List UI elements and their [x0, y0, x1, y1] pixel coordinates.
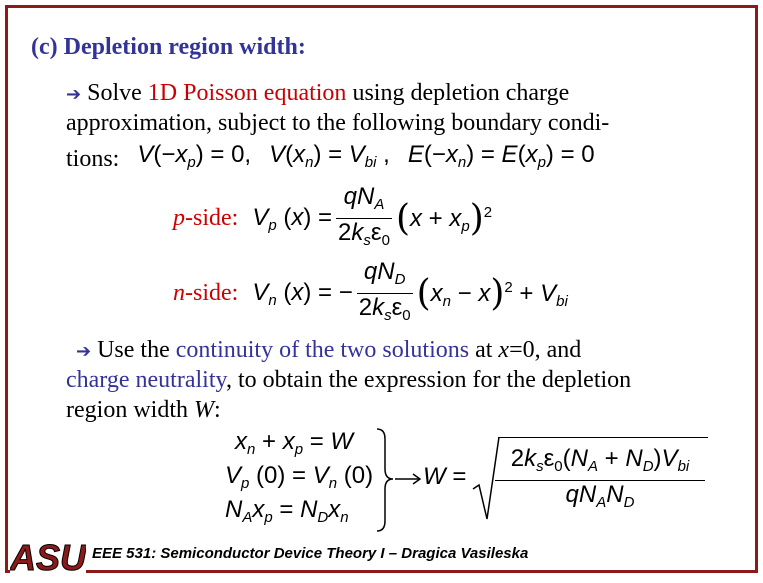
depletion-width-derivation — [225, 425, 705, 535]
n-side-label: n-side: — [173, 280, 239, 306]
bullet-2-line-3: region width W: — [66, 397, 221, 423]
svg-text:ASU: ASU — [10, 537, 86, 577]
n-side-fraction: $\frac{qN_D}{2k_s\varepsilon_0}$ — [358, 258, 411, 324]
equation-system: $x_n + x_p = W$ $V_p$ $(0) = V_n$ (0) $N_Ax_p = N_Dx_n$ — [225, 428, 374, 526]
w-fraction: $2k_s\varepsilon_0(N_A + N_D)V_{bi}$ $qN_AN_D$ — [495, 445, 705, 516]
footer-text: EEE 531: Semiconductor Device Theory I – Dragica Vasileska — [92, 545, 529, 562]
bullet-2: ➔ Use the continuity of the two solutions at x=0, and — [76, 335, 581, 367]
boundary-condition-1: $V(-x_p) = 0$, — [137, 141, 252, 171]
p-side-fraction: $\frac{qN_A}{2k_s\varepsilon_0}$ — [338, 183, 390, 249]
p-side-equation: p-side: $V_p$ (x) = $\frac{qN_A}{2k_s\varepsilon_0}$ $(x + x_p)^2$ — [173, 183, 492, 254]
asu-logo-icon — [10, 537, 86, 577]
boundary-condition-2: $V(x_n) = V_{bi}$ , — [269, 141, 390, 171]
arrow-bullet-icon: ➔ — [76, 341, 92, 362]
neutrality-highlight: charge neutrality — [66, 367, 226, 393]
poisson-highlight: 1D Poisson equation — [147, 80, 347, 106]
bullet-1-line-3: tions: $V(-x_p) = 0$, $V(x_n) = V_{bi}$ , $E(-x_n) = E(x_p) = 0$ — [66, 140, 595, 178]
n-side-equation: n-side: $V_n$ (x) = − $\frac{qN_D}{2k_s\varepsilon_0}$ $(x_n - x)^2 + V_{bi}$ — [173, 258, 568, 329]
arrow-bullet-icon: ➔ — [66, 84, 82, 105]
slide-title: (c) Depletion region width: — [31, 34, 306, 60]
bullet-1-line-2: approximation, subject to the following boundary condi- — [66, 110, 610, 136]
boundary-condition-3: $E(-x_n) = E(x_p) = 0$ — [407, 141, 595, 171]
p-side-label: p-side: — [173, 205, 239, 231]
bullet-2-line-2: charge neutrality, to obtain the expression for the depletion — [66, 367, 632, 393]
w-lhs: W = — [423, 463, 467, 490]
continuity-highlight: continuity of the two solutions — [175, 337, 470, 363]
bullet-1: ➔ Solve 1D Poisson equation using depletion charge — [66, 78, 569, 110]
